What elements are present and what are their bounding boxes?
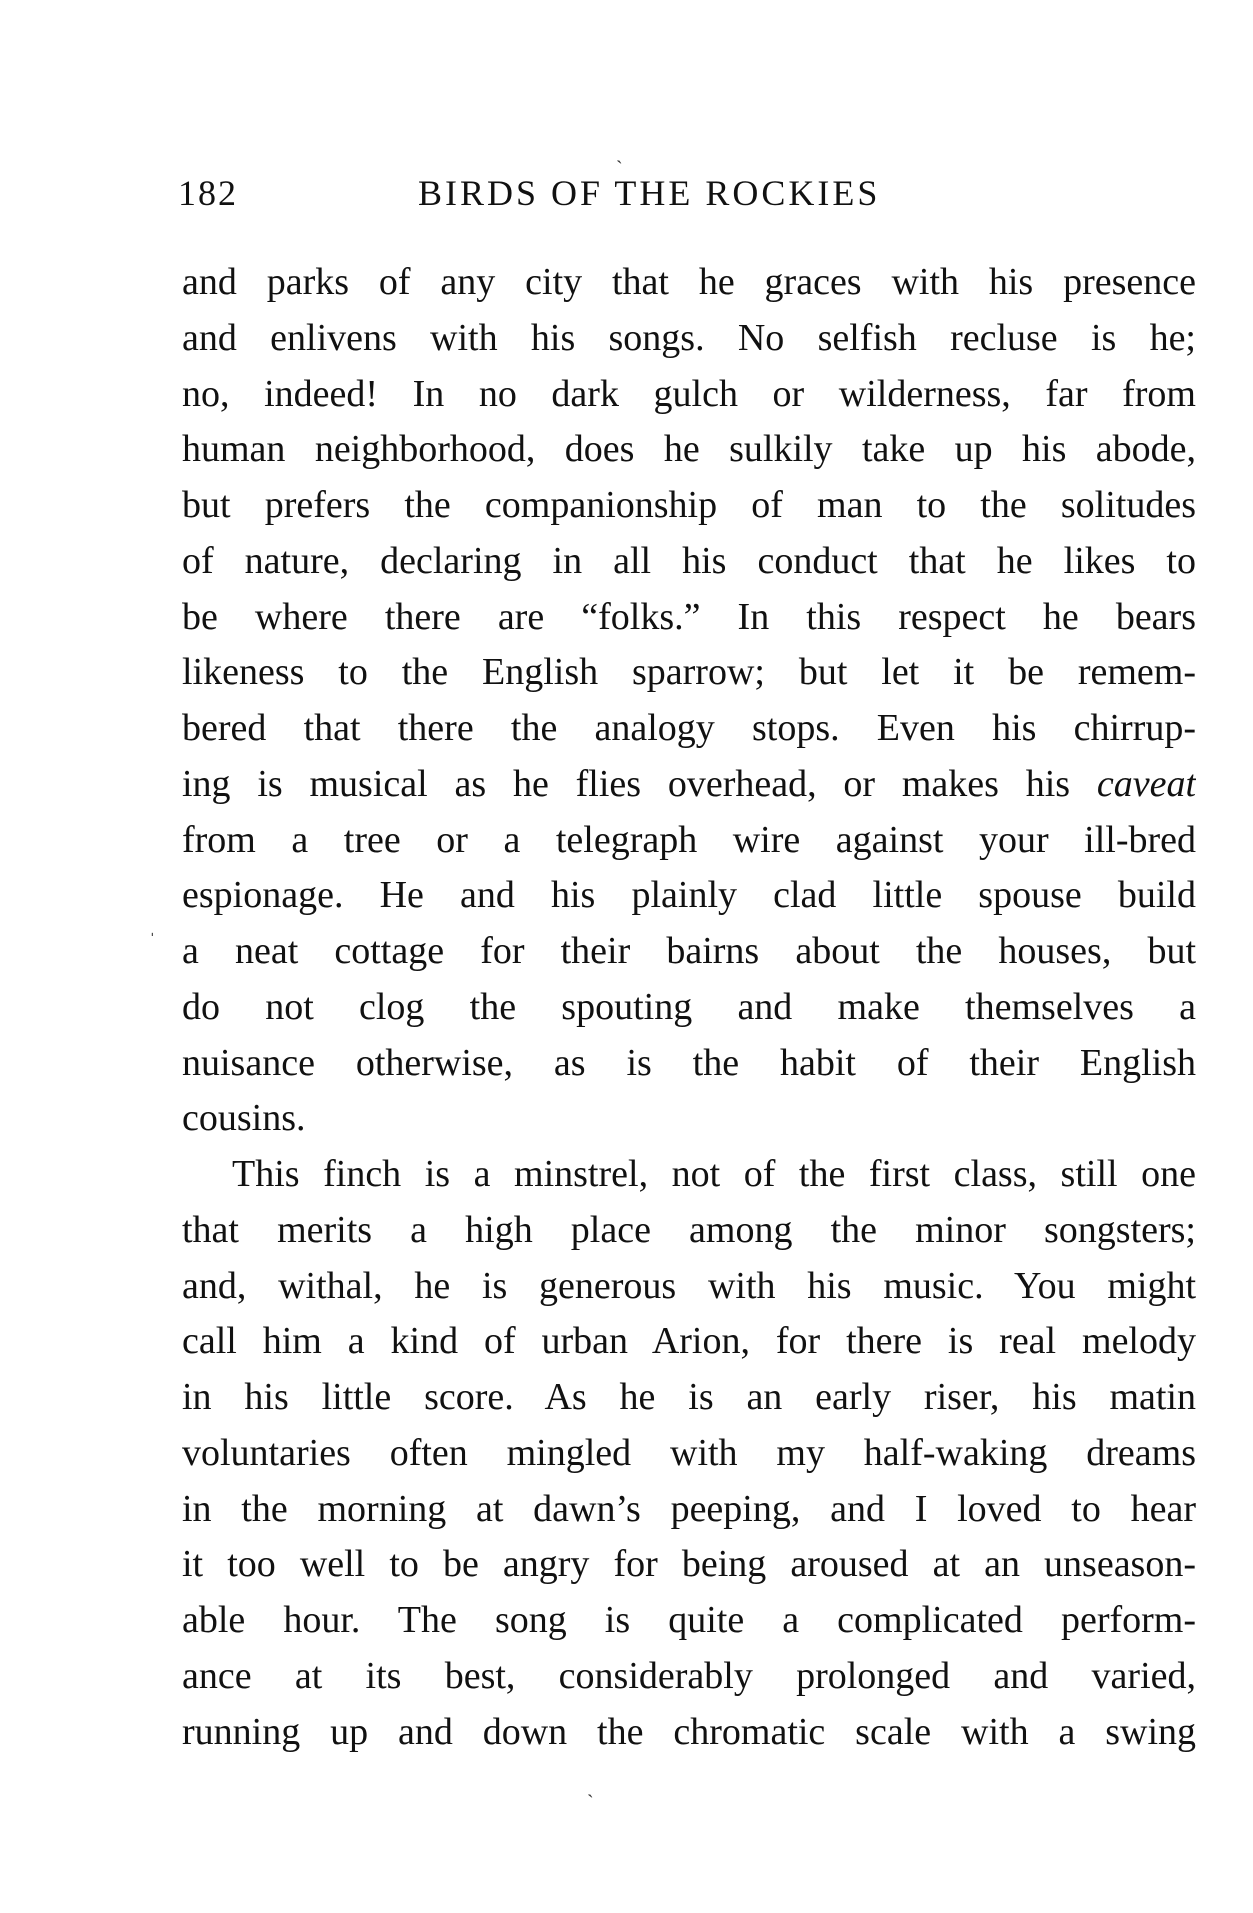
text-line: in his little score. As he is an early riser, his matin [182, 1376, 1196, 1418]
body-text [182, 255, 1196, 1760]
print-speck: ˎ [616, 142, 623, 164]
text-line: but prefers the companionship of man to the solitudes [182, 484, 1196, 526]
text-line: no, indeed! In no dark gulch or wilderness, far from [182, 372, 1196, 415]
text-line: espionage. He and his plainly clad little spouse build [182, 874, 1196, 917]
text-line: and, withal, he is generous with his music. You might [182, 1264, 1196, 1307]
page-number: 182 [178, 173, 238, 213]
text-line: do not clog the spouting and make themselves a [182, 985, 1196, 1028]
text-line: human neighborhood, does he sulkily take up his abode, [182, 428, 1196, 471]
text-line: a neat cottage for their bairns about the houses, but [182, 930, 1196, 972]
italic-word: caveat [1096, 762, 1196, 805]
text-line: running up and down the chromatic scale with a swing [182, 1710, 1196, 1753]
text-line: of nature, declaring in all his conduct that he likes to [182, 539, 1196, 582]
running-title: BIRDS OF THE ROCKIES [418, 173, 881, 213]
text-line: able hour. The song is quite a complicated perform- [182, 1599, 1196, 1641]
print-speck: ˎ [587, 1776, 594, 1798]
text-line: ing is musical as he flies overhead, or makes his caveat [182, 762, 1196, 805]
text-line: from a tree or a telegraph wire against your ill-bred [182, 818, 1196, 861]
text-line: bered that there the analogy stops. Even his chirrup- [182, 707, 1196, 749]
text-line: be where there are “folks.” In this respect he bears [182, 595, 1196, 638]
paragraph-end-line: cousins. [182, 1097, 306, 1140]
text-line: and parks of any city that he graces with his presence [182, 261, 1196, 303]
text-line: voluntaries often mingled with my half-waking dreams [182, 1431, 1196, 1474]
text-line: ance at its best, considerably prolonged and varied, [182, 1654, 1196, 1697]
text-line: it too well to be angry for being aroused at an unseason- [182, 1543, 1196, 1586]
text-line: that merits a high place among the minor songsters; [182, 1208, 1196, 1251]
text-line: call him a kind of urban Arion, for there is real melody [182, 1320, 1196, 1363]
text-line: in the morning at dawn’s peeping, and I loved to hear [182, 1487, 1196, 1530]
text-line: likeness to the English sparrow; but let it be remem- [182, 651, 1196, 694]
text-line: nuisance otherwise, as is the habit of their English [182, 1041, 1196, 1084]
margin-speck: ˈ [149, 930, 156, 952]
running-head [178, 172, 1196, 222]
paragraph-first-line: This finch is a minstrel, not of the first class, still one [232, 1153, 1196, 1195]
text-line: and enlivens with his songs. No selfish recluse is he; [182, 316, 1196, 359]
